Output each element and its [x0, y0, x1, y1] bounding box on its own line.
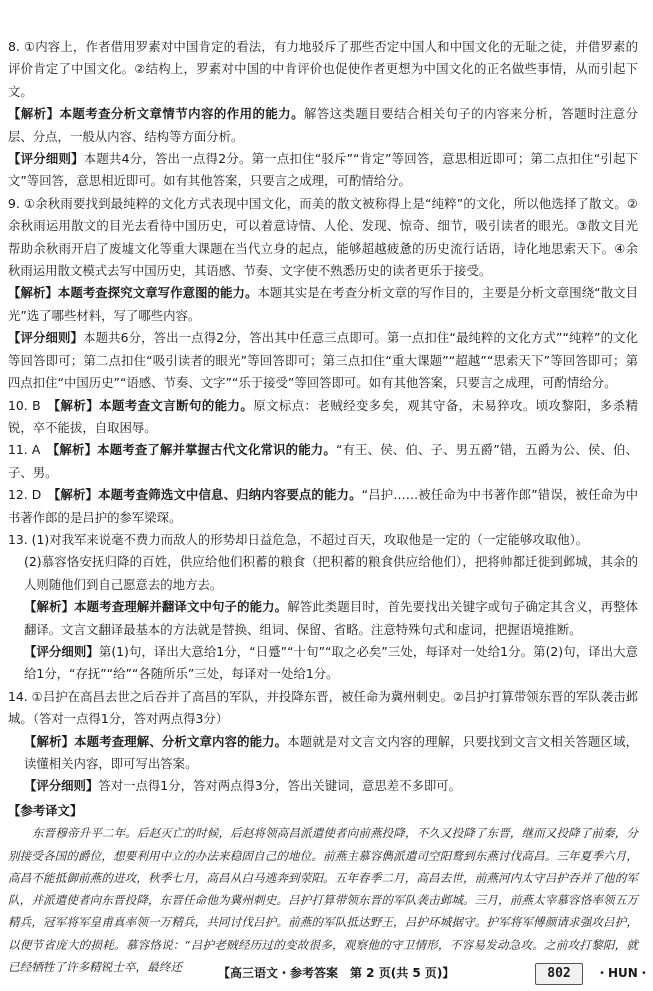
analysis-tag: 【解析】 [24, 733, 75, 749]
analysis-paragraph [8, 731, 638, 776]
answer-letter: 10. B [8, 397, 41, 413]
region-code: ・HUN・ [596, 966, 650, 980]
analysis-text: 本题其实是在考查分析文章的写作目的，主要是分析文章围绕“散文目光”选了哪些材料，写了哪些内容。 [8, 285, 639, 323]
question-9 [8, 193, 638, 395]
analysis-tag: 【解析】 [24, 599, 75, 615]
answer-text: 9. ①余秋雨要找到最纯粹的文化方式表现中国文化，而美的散文被称得上是“纯粹”的文化，所以他选择了散文。②余秋雨运用散文的目光去看待中国历史，可以着意诗情、人伦、发现、惊奇、细节，吸引读者的眼光。③散文目光帮助余秋雨开启了废墟文化等重大课题在当代立身的起点，能够超越疲惫的历史流行话语，诗化地思索天下。④余秋雨运用散文模式去写中国历史，其语感、节奏、文字使不熟悉历史的读者更乐于接受。 [8, 195, 638, 279]
question-11 [8, 439, 638, 484]
grading-tag: 【评分细则】 [8, 330, 84, 346]
answer-page [8, 36, 638, 978]
question-12 [8, 484, 638, 529]
answer-letter: 12. D [8, 487, 42, 503]
reference-heading: 【参考译文】 [8, 802, 83, 818]
analysis-text: 原文标点：老贼经变多矣，观其守备，未易猝攻。顷攻黎阳，多杀精锐，卒不能拔，自取困辱。 [8, 397, 638, 435]
analysis-bold: 本题考查探究文章写作意图的能力。 [57, 285, 258, 301]
answer-paragraph [8, 439, 638, 484]
analysis-bold: 本题考查筛选文中信息、归纳内容要点的能力。 [98, 487, 362, 503]
footer-title: 【高三语文・参考答案 第 2 页(共 5 页)】 [218, 966, 455, 980]
question-8 [8, 36, 638, 193]
grading-text: 本题共4分，答出一点得2分。第一点扣住“驳斥”“肯定”等回答，意思相近即可；第二点扣住“引起下文”等回答，意思相近即可。如有其他答案，只要言之成理，可酌情给分。 [8, 151, 638, 189]
analysis-tag: 【解析】 [8, 106, 60, 122]
reference-text: 东晋穆帝升平二年。后赵灭亡的时候，后赵将领高昌派遣使者向前燕投降，不久又投降了东晋，继而又投降了前秦，分别接受各国的爵位，想要利用中立的办法来稳固自己的地位。前燕主慕容儁派遣司空阳鹜到东燕讨伐高昌。三年夏季六月，高昌不能抵御前燕的进攻，秋季七月，高昌从白马逃奔到荥阳。五年春季二月，高昌去世，前燕河内太守吕护吞并了他的军队，并派遣使者向东晋投降，东晋任命他为冀州刺史。吕护打算带领东晋的军队袭击邺城。三月，前燕太宰慕容恪率领五万精兵，冠军将军皇甫真率领一万精兵，共同讨伐吕护。前燕的军队抵达野王，吕护环城据守。护军将军傅颜请求强攻吕护，以便节省庞大的损耗。慕容恪说：“吕护老贼经历过的变故很多，观察他的守卫情形，不容易发动急攻。之前攻打黎阳，就已经牺牲了许多精锐士卒，最终还 [8, 826, 638, 974]
analysis-bold: 本题考查文言断句的能力。 [99, 397, 254, 413]
answer-letter: 11. A [8, 442, 41, 458]
analysis-paragraph [8, 103, 638, 148]
grading-tag: 【评分细则】 [8, 151, 84, 167]
analysis-bold: 本题考查理解、分析文章内容的能力。 [74, 733, 288, 749]
analysis-text: 解答此类题目时，首先要找出关键字或句子确定其含义，再整体翻译。文言文翻译最基本的方法就是替换、组词、保留、省略。注意特殊句式和虚词，把握语境推断。 [24, 599, 639, 637]
question-14 [8, 686, 638, 798]
grading-text: 答对一点得1分，答对两点得3分，答出关键词，意思差不多即可。 [98, 778, 462, 794]
analysis-tag: 【解析】 [8, 285, 58, 301]
answer-text: 8. ①内容上，作者借用罗素对中国肯定的看法，有力地驳斥了那些否定中国人和中国文化的无耻之徒，并借罗素的评价肯定了中国文化。②结构上，罗素对中国的中肯评价也促使作者更想为中国文化的正名做些事情，从而引起下文。 [8, 39, 638, 99]
analysis-bold: 本题考查分析文章情节内容的作用的能力。 [59, 106, 304, 122]
analysis-text: “有王、侯、伯、子、男五爵”错，五爵为公、侯、伯、子、男。 [8, 442, 639, 480]
grading-paragraph [8, 775, 638, 797]
page-footer [0, 962, 653, 984]
grading-paragraph [8, 327, 638, 394]
question-13 [8, 529, 638, 686]
grading-tag: 【评分细则】 [24, 643, 99, 659]
answer-paragraph [8, 395, 638, 440]
question-10 [8, 395, 638, 440]
page-number-badge: 802 [535, 963, 583, 985]
grading-paragraph [8, 641, 638, 686]
analysis-bold: 本题考查了解并掌握古代文化常识的能力。 [97, 442, 336, 458]
answer-text: 13. (1)对我军来说毫不费力而敌人的形势却日益危急，不超过百天，攻取他是一定的（一定能够攻取他）。 [8, 531, 589, 547]
analysis-tag: 【解析】 [53, 442, 98, 458]
analysis-bold: 本题考查理解并翻译文中句子的能力。 [74, 599, 288, 615]
grading-tag: 【评分细则】 [24, 778, 99, 794]
analysis-text: 解答这类题目要结合相关句子的内容来分析，答题时注意分层、分点，一般从内容、结构等方面分析。 [8, 106, 639, 144]
answer-text: (2)慕容恪安抚归降的百姓，供应给他们积蓄的粮食（把积蓄的粮食供应给他们），把将帅都迁徙到邺城，其余的人则随他们到自己愿意去的地方去。 [24, 554, 638, 592]
analysis-tag: 【解析】 [53, 397, 100, 413]
analysis-text: 本题就是对文言文内容的理解，只要找到文言文相关答题区域，读懂相关内容，即可写出答案。 [24, 733, 639, 771]
grading-text: 第(1)句，译出大意给1分，“日蹙”“十旬”“取之必矣”三处，每译对一处给1分。第(2)句，译出大意给1分，“存抚”“给”“各随所乐”三处，每译对一处给1分。 [24, 643, 638, 682]
answer-text: 14. ①吕护在高昌去世之后吞并了高昌的军队，并投降东晋，被任命为冀州刺史。②吕护打算带领东晋的军队袭击邺城。（答对一点得1分，答对两点得3分） [8, 688, 638, 727]
analysis-text: “吕护……被任命为中书著作郎”错误，被任命为中书著作郎的是吕护的参军梁琛。 [8, 487, 639, 525]
analysis-paragraph [8, 596, 638, 641]
analysis-tag: 【解析】 [54, 487, 99, 503]
answer-paragraph [8, 484, 638, 529]
grading-text: 本题共6分，答出一点得2分，答出其中任意三点即可。第一点扣住“最纯粹的文化方式”“纯粹”的文化等回答即可；第二点扣住“吸引读者的眼光”等回答即可；第三点扣住“重大课题”“超越”“思索天下”等回答即可；第四点扣住“中国历史”“语感、节奏、文字”“乐于接受”等回答即可。如有其他答案，只要言之成理，可酌情给分。 [8, 330, 638, 391]
grading-paragraph [8, 148, 638, 193]
reference-translation [8, 800, 638, 978]
analysis-paragraph [8, 282, 638, 327]
